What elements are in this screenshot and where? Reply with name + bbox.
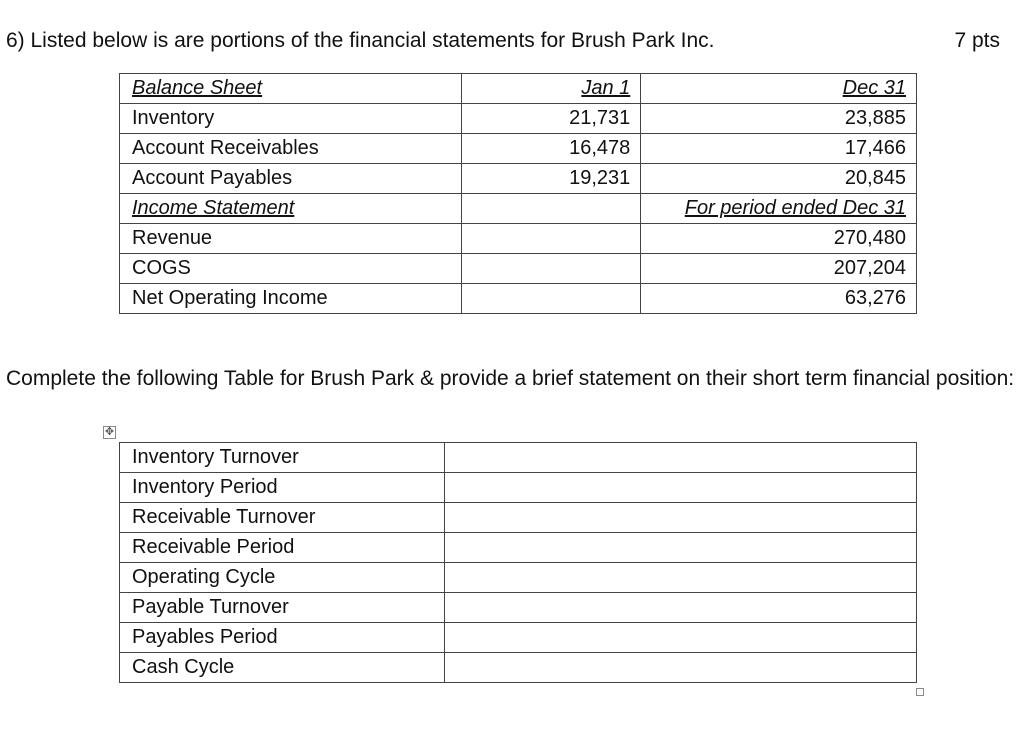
instruction-text: Complete the following Table for Brush Park & provide a brief statement on their short term financial position: xyxy=(6,367,1015,390)
financial-statements-table xyxy=(119,73,917,314)
table-row xyxy=(120,563,917,593)
answer-cell[interactable] xyxy=(444,593,916,623)
balance-sheet-header-row xyxy=(120,74,917,104)
jan1-value: 16,478 xyxy=(461,134,640,164)
period-value: 207,204 xyxy=(641,254,917,284)
answer-cell[interactable] xyxy=(444,503,916,533)
row-label: Inventory xyxy=(120,104,462,134)
ratio-label: Cash Cycle xyxy=(120,653,445,683)
ratio-label: Receivable Period xyxy=(120,533,445,563)
table-row xyxy=(120,164,917,194)
table-row xyxy=(120,593,917,623)
row-label: Account Payables xyxy=(120,164,462,194)
table-row xyxy=(120,284,917,314)
resize-handle-icon[interactable] xyxy=(916,688,924,696)
empty-cell xyxy=(461,254,640,284)
question-text: 6) Listed below is are portions of the financial statements for Brush Park Inc. xyxy=(6,29,715,52)
ratio-label: Operating Cycle xyxy=(120,563,445,593)
row-label: Net Operating Income xyxy=(120,284,462,314)
answer-cell[interactable] xyxy=(444,563,916,593)
table-row xyxy=(120,533,917,563)
dec31-value: 20,845 xyxy=(641,164,917,194)
table-row xyxy=(120,473,917,503)
period-value: 63,276 xyxy=(641,284,917,314)
row-label: COGS xyxy=(120,254,462,284)
ratio-label: Payable Turnover xyxy=(120,593,445,623)
balance-sheet-heading: Balance Sheet xyxy=(120,74,462,104)
jan1-heading: Jan 1 xyxy=(461,74,640,104)
ratio-answer-table xyxy=(119,442,917,683)
answer-cell[interactable] xyxy=(444,533,916,563)
jan1-value: 19,231 xyxy=(461,164,640,194)
answer-cell[interactable] xyxy=(444,623,916,653)
row-label: Account Receivables xyxy=(120,134,462,164)
answer-cell[interactable] xyxy=(444,473,916,503)
ratio-label: Receivable Turnover xyxy=(120,503,445,533)
dec31-value: 17,466 xyxy=(641,134,917,164)
ratio-label: Inventory Turnover xyxy=(120,443,445,473)
answer-cell[interactable] xyxy=(444,443,916,473)
period-value: 270,480 xyxy=(641,224,917,254)
income-statement-heading: Income Statement xyxy=(120,194,462,224)
row-label: Revenue xyxy=(120,224,462,254)
table-row xyxy=(120,104,917,134)
dec31-heading: Dec 31 xyxy=(641,74,917,104)
move-icon[interactable]: ✥ xyxy=(104,426,115,438)
ratio-label: Payables Period xyxy=(120,623,445,653)
period-heading: For period ended Dec 31 xyxy=(641,194,917,224)
empty-cell xyxy=(461,224,640,254)
income-statement-header-row xyxy=(120,194,917,224)
table-row xyxy=(120,653,917,683)
answer-cell[interactable] xyxy=(444,653,916,683)
empty-cell xyxy=(461,284,640,314)
empty-cell xyxy=(461,194,640,224)
table-row xyxy=(120,224,917,254)
jan1-value: 21,731 xyxy=(461,104,640,134)
table-row xyxy=(120,623,917,653)
ratio-label: Inventory Period xyxy=(120,473,445,503)
table-row xyxy=(120,503,917,533)
table-row xyxy=(120,443,917,473)
points-label: 7 pts xyxy=(954,29,1000,52)
question-header xyxy=(6,26,1006,56)
table-row xyxy=(120,254,917,284)
dec31-value: 23,885 xyxy=(641,104,917,134)
table-row xyxy=(120,134,917,164)
